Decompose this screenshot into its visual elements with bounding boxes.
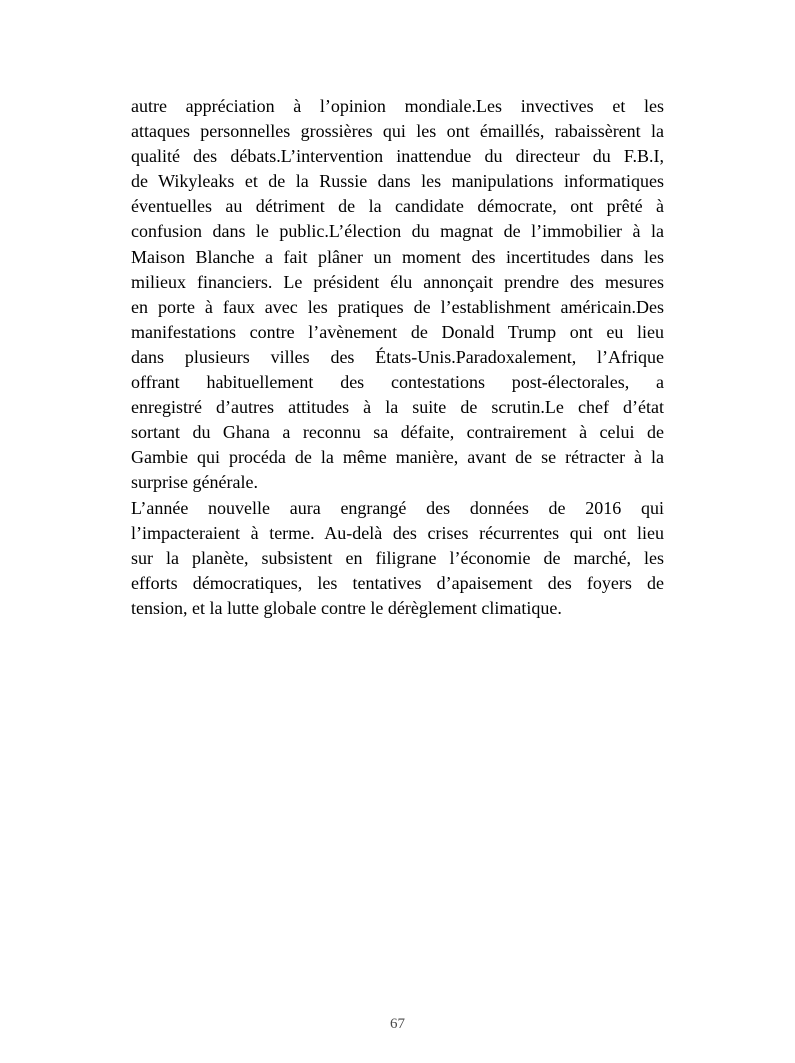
text-line: qualité des débats.L’intervention inattendue du directeur du F.B.I,	[131, 146, 664, 167]
paragraph	[131, 496, 664, 621]
text-line: confusion dans le public.L’élection du magnat de l’immobilier à la	[131, 221, 664, 242]
text-line: Gambie qui procéda de la même manière, avant de se rétracter à la	[131, 447, 664, 468]
text-line: de Wikyleaks et de la Russie dans les manipulations informatiques	[131, 171, 664, 192]
text-line: enregistré d’autres attitudes à la suite de scrutin.Le chef d’état	[131, 397, 664, 418]
text-line: Maison Blanche a fait plâner un moment des incertitudes dans les	[131, 246, 664, 267]
text-line: autre appréciation à l’opinion mondiale.Les invectives et les	[131, 96, 664, 116]
text-line: attaques personnelles grossières qui les ont émaillés, rabaissèrent la	[131, 121, 664, 142]
text-line: milieux financiers. Le président élu annonçait prendre des mesures	[131, 271, 664, 292]
text-line: manifestations contre l’avènement de Donald Trump ont eu lieu	[131, 321, 664, 342]
text-line: surprise générale.	[131, 472, 258, 493]
text-line: dans plusieurs villes des États-Unis.Paradoxalement, l’Afrique	[131, 346, 664, 367]
text-line: tension, et la lutte globale contre le dérèglement climatique.	[131, 597, 562, 618]
text-line: éventuelles au détriment de la candidate démocrate, ont prêté à	[131, 196, 664, 217]
text-line: offrant habituellement des contestations post-électorales, a	[131, 372, 664, 393]
page-number: 67	[390, 1016, 405, 1032]
text-line: sortant du Ghana a reconnu sa défaite, contrairement à celui de	[131, 422, 664, 443]
text-line: sur la planète, subsistent en filigrane l’économie de marché, les	[131, 547, 664, 568]
text-line: L’année nouvelle aura engrangé des données de 2016 qui	[131, 497, 664, 518]
text-line: l’impacteraient à terme. Au-delà des crises récurrentes qui ont lieu	[131, 522, 664, 543]
body-text	[131, 94, 664, 621]
text-line: en porte à faux avec les pratiques de l’establishment américain.Des	[131, 296, 664, 317]
text-line: efforts démocratiques, les tentatives d’apaisement des foyers de	[131, 572, 664, 593]
paragraph	[131, 94, 664, 496]
